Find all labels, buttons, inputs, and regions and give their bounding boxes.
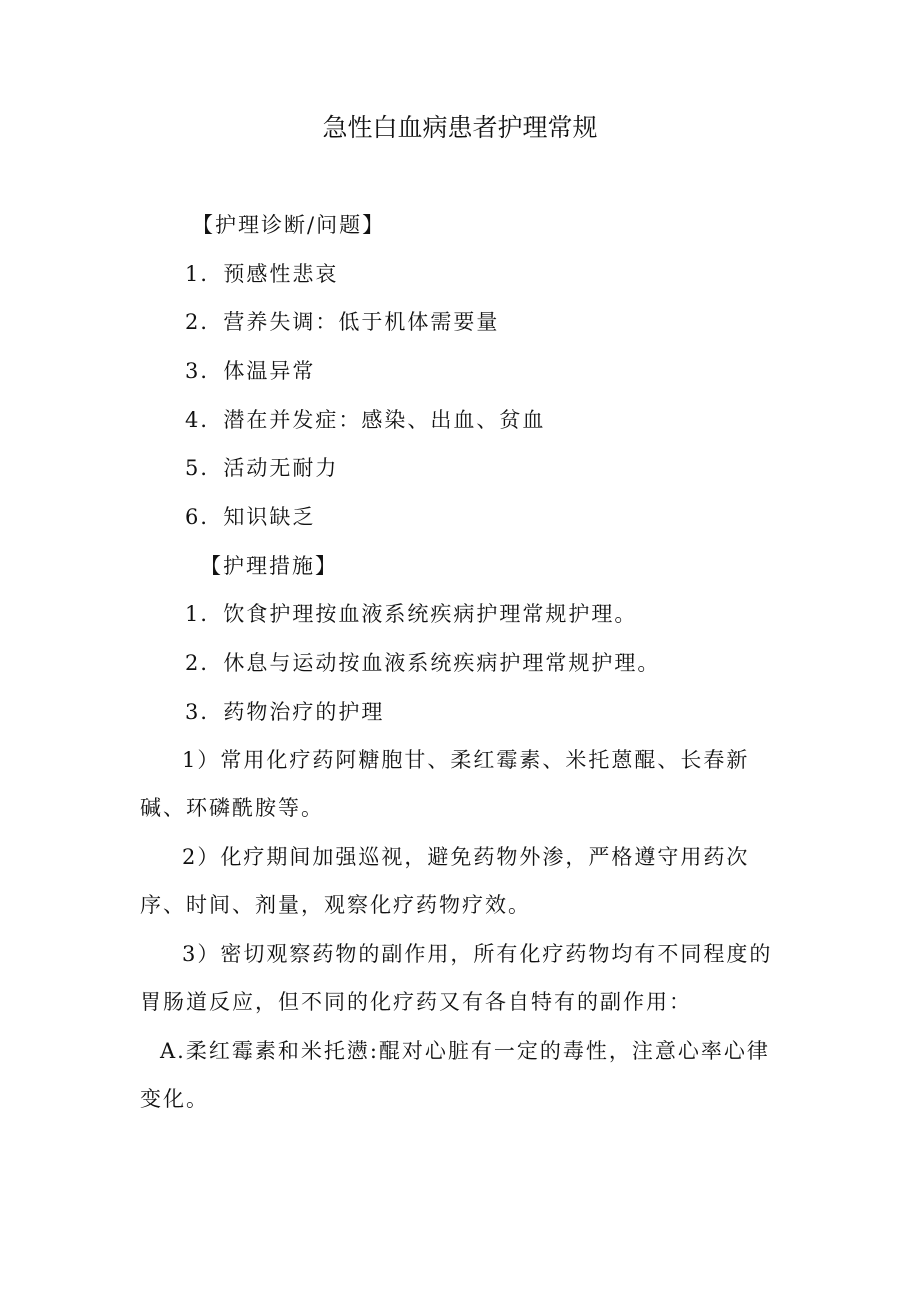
section-heading-measures: 【护理措施】: [200, 554, 338, 578]
diagnosis-item: 1．预感性悲哀: [185, 262, 339, 286]
drug-paragraph: A.柔红霉素和米托懑:醌对心脏有一定的毒性，注意心率心律变化。: [140, 1039, 770, 1111]
diagnosis-item: 5．活动无耐力: [185, 456, 339, 480]
measure-item: 1．饮食护理按血液系统疾病护理常规护理。: [185, 602, 638, 626]
drug-paragraph: 3）密切观察药物的副作用，所有化疗药物均有不同程度的胃肠道反应，但不同的化疗药又有各自特有的副作用：: [140, 942, 773, 1014]
diagnosis-item: 4．潜在并发症：感染、出血、贫血: [185, 408, 546, 432]
section-heading-diagnosis: 【护理诊断/问题】: [192, 213, 386, 237]
document-title: 急性白血病患者护理常规: [322, 113, 598, 142]
measure-item: 2．休息与运动按血液系统疾病护理常规护理。: [185, 651, 661, 675]
diagnosis-item: 2．营养失调：低于机体需要量: [185, 310, 500, 334]
measure-item: 3．药物治疗的护理: [185, 700, 385, 724]
diagnosis-item: 3．体温异常: [185, 359, 316, 383]
drug-paragraph: 2）化疗期间加强巡视，避免药物外渗，严格遵守用药次序、时间、剂量，观察化疗药物疗效。: [140, 845, 750, 917]
drug-paragraph: 1）常用化疗药阿糖胞甘、柔红霉素、米托蒽醌、长春新碱、环磷酰胺等。: [140, 748, 750, 820]
diagnosis-item: 6．知识缺乏: [185, 505, 316, 529]
